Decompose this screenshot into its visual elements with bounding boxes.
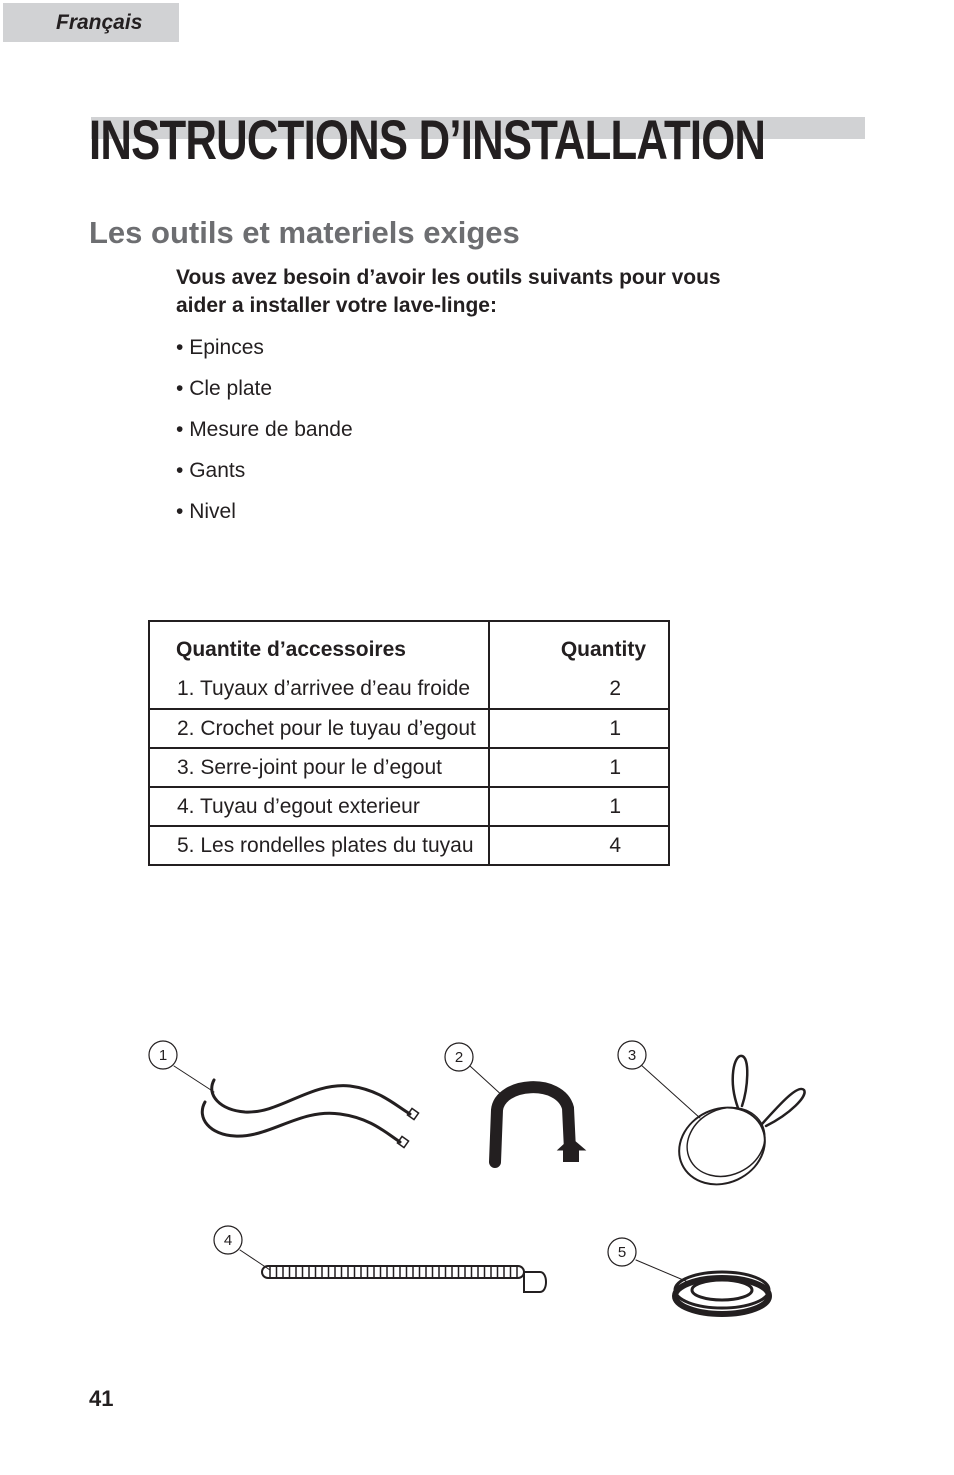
table-row	[149, 709, 669, 748]
page-number: 41	[89, 1386, 114, 1411]
inlet-hoses-drawing	[174, 1066, 419, 1148]
accessory-name: 5. Les rondelles plates du tuyau	[149, 826, 489, 865]
intro-paragraph: Vous avez besoin d’avoir les outils suivants pour vous aider a installer votre lave-linge:	[176, 266, 721, 317]
header-quantity: Quantity	[489, 621, 669, 670]
accessories-table	[148, 620, 670, 866]
tool-label: Epinces	[189, 336, 264, 359]
accessory-name: 2. Crochet pour le tuyau d’egout	[149, 709, 489, 748]
accessory-qty: 2	[489, 670, 669, 709]
table-row	[149, 826, 669, 865]
accessory-name: 4. Tuyau d’egout exterieur	[149, 787, 489, 826]
accessory-qty: 4	[489, 826, 669, 865]
accessory-qty: 1	[489, 787, 669, 826]
callout-1	[149, 1041, 177, 1069]
accessory-name: 1. Tuyaux d’arrivee d’eau froide	[149, 670, 489, 709]
parts-illustration	[0, 1030, 954, 1330]
header-accessories: Quantite d’accessoires	[149, 621, 489, 670]
callout-3	[618, 1041, 646, 1069]
callout-5	[608, 1238, 636, 1266]
drain-hook-drawing	[470, 1066, 585, 1162]
page-title: INSTRUCTIONS D’INSTALLATION	[89, 108, 766, 171]
list-item: • Gants	[176, 459, 246, 482]
section-subtitle: Les outils et materiels exiges	[89, 215, 520, 250]
list-item: • Epinces	[176, 336, 264, 359]
callout-label: 3	[627, 1047, 637, 1064]
table-row	[149, 748, 669, 787]
language-label: Français	[56, 11, 143, 34]
list-item: • Nivel	[176, 500, 236, 523]
accessory-qty: 1	[489, 709, 669, 748]
language-tab	[3, 3, 179, 42]
table-row	[149, 787, 669, 826]
callout-2	[445, 1043, 473, 1071]
tool-label: Gants	[189, 459, 246, 482]
callout-4	[214, 1226, 242, 1254]
tool-label: Mesure de bande	[189, 418, 353, 441]
flat-washer-drawing	[636, 1260, 769, 1314]
table-row	[149, 670, 669, 709]
hose-clamp-drawing	[640, 1056, 805, 1198]
accessory-qty: 1	[489, 748, 669, 787]
callout-label: 4	[223, 1232, 233, 1249]
tool-label: Nivel	[189, 500, 236, 523]
callout-label: 5	[617, 1244, 627, 1261]
list-item: • Cle plate	[176, 377, 273, 400]
tool-label: Cle plate	[189, 377, 273, 400]
callout-label: 1	[158, 1047, 168, 1064]
tools-list	[176, 330, 353, 535]
drain-extension-drawing	[240, 1250, 546, 1292]
callout-label: 2	[454, 1049, 464, 1066]
accessory-name: 3. Serre-joint pour le d’egout	[149, 748, 489, 787]
list-item: • Mesure de bande	[176, 418, 353, 441]
table-header-row	[149, 621, 669, 670]
